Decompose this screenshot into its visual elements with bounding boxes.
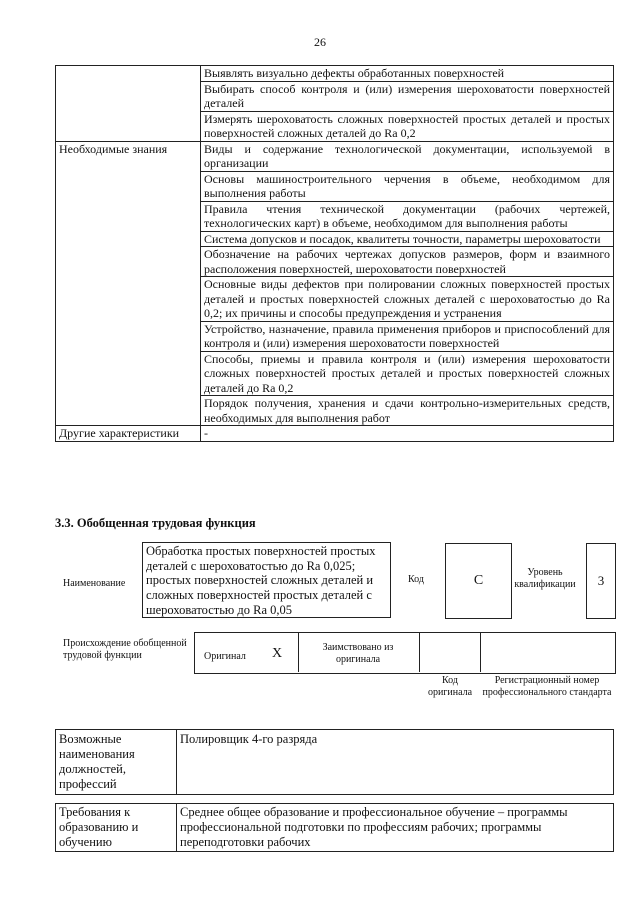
skill-cell: Выявлять визуально дефекты обработанных поверхностей <box>201 66 614 82</box>
original-mark: X <box>272 646 283 661</box>
origin-divider <box>298 632 299 672</box>
code-value: C <box>445 543 512 619</box>
knowledge-table <box>55 65 614 442</box>
original-label: Оригинал <box>204 651 246 662</box>
positions-value: Полировщик 4-го разряда <box>177 730 614 795</box>
level-label: Уровень квалификации <box>514 567 576 590</box>
knowledge-cell: Устройство, назначение, правила применения приборов и приспособлений для контроля и (или) измерения шероховатости поверхностей <box>201 321 614 351</box>
knowledge-cell: Правила чтения технической документации (рабочих чертежей, технологических карт) в объеме, необходимом для выполнения работы <box>201 201 614 231</box>
borrowed-label: Заимствовано из оригинала <box>322 642 394 665</box>
other-label: Другие характеристики <box>56 426 201 442</box>
table-row <box>56 426 614 442</box>
table-row <box>56 66 614 82</box>
education-table <box>55 803 614 852</box>
knowledge-cell: Основы машиностроительного черчения в объеме, необходимом для выполнения работы <box>201 171 614 201</box>
table-row <box>56 141 614 171</box>
education-label: Требования к образованию и обучению <box>56 804 177 852</box>
knowledge-cell: Основные виды дефектов при полировании сложных поверхностей простых деталей и простых поверхностей сложных деталей с шероховатостью до Ra 0,2; их причины и способы предупреждения и устранения <box>201 277 614 322</box>
positions-table <box>55 729 614 795</box>
name-value: Обработка простых поверхностей простых деталей с шероховатостью до Ra 0,025; простых поверхностей сложных деталей и сложных поверхностей простых деталей с шероховатостью до Ra 0,05 <box>142 542 391 618</box>
name-label: Наименование <box>63 578 126 589</box>
knowledge-cell: Порядок получения, хранения и сдачи контрольно-измерительных средств, необходимых для выполнения работ <box>201 396 614 426</box>
knowledge-cell: Виды и содержание технологической документации, используемой в организации <box>201 141 614 171</box>
empty-label-cell <box>56 66 201 142</box>
origin-divider <box>480 632 481 672</box>
section-heading: 3.3. Обобщенная трудовая функция <box>55 516 256 530</box>
skill-cell: Измерять шероховатость сложных поверхностей простых деталей и простых поверхностей сложных деталей до Ra 0,2 <box>201 111 614 141</box>
table-row <box>56 804 614 852</box>
page-number: 26 <box>314 35 326 49</box>
other-value: - <box>201 426 614 442</box>
knowledge-cell: Обозначение на рабочих чертежах допусков размеров, форм и взаимного расположения поверхностей, шероховатости поверхностей <box>201 247 614 277</box>
education-value: Среднее общее образование и профессиональное обучение – программы профессиональной подготовки по профессиям рабочих; программы переподготовки рабочих <box>177 804 614 852</box>
knowledge-cell: Система допусков и посадок, квалитеты точности, параметры шероховатости <box>201 231 614 247</box>
skill-cell: Выбирать способ контроля и (или) измерения шероховатости поверхностей деталей <box>201 81 614 111</box>
positions-label: Возможные наименования должностей, профессий <box>56 730 177 795</box>
knowledge-label: Необходимые знания <box>56 141 201 426</box>
reg-number-caption: Регистрационный номер профессионального стандарта <box>482 675 612 698</box>
origin-code-caption: Код оригинала <box>427 675 473 698</box>
code-label: Код <box>408 574 424 585</box>
knowledge-cell: Способы, приемы и правила контроля и (или) измерения шероховатости сложных поверхностей простых деталей и простых поверхностей сложных деталей до Ra 0,2 <box>201 351 614 396</box>
level-value: 3 <box>586 543 616 619</box>
origin-label: Происхождение обобщенной трудовой функции <box>63 638 187 661</box>
table-row <box>56 730 614 795</box>
origin-divider <box>419 632 420 672</box>
